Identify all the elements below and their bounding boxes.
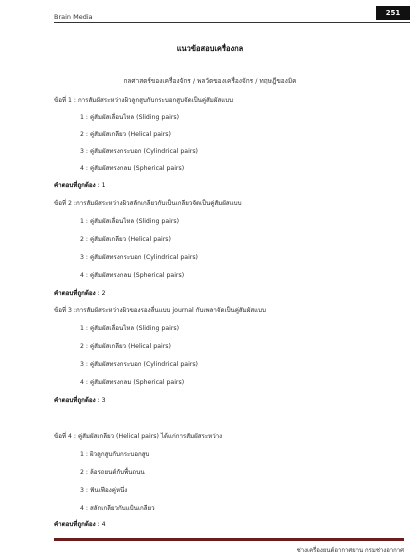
answer-option: 4 : สลักเกลียวกับแป้นเกลียว	[80, 505, 155, 512]
correct-answer-label: คำตอบที่ถูกต้อง	[54, 182, 96, 189]
document-subtitle: กลศาสตร์ของเครื่องจักร / พลวัตของเครื่องจักร / ทฤษฎีของมิค	[123, 77, 297, 85]
correct-answer-value: : 3	[95, 397, 106, 404]
answer-option: 3 : คู่สัมผัสทรงกระบอก (Cylindrical pairs)	[80, 148, 198, 155]
correct-answer	[54, 290, 106, 298]
correct-answer-label: คำตอบที่ถูกต้อง	[54, 521, 96, 528]
page-number: 251	[376, 6, 410, 20]
correct-answer	[54, 521, 106, 529]
correct-answer-value: : 2	[95, 290, 106, 297]
answer-option: 4 : คู่สัมผัสทรงกลม (Spherical pairs)	[80, 165, 185, 172]
answer-option: 3 : คู่สัมผัสทรงกระบอก (Cylindrical pairs)	[80, 254, 198, 261]
answer-option: 1 : ผิวลูกสูบกับกระบอกสูบ	[80, 451, 150, 458]
question-text: ข้อที่ 3 :การสัมผัสระหว่างผิวของรองลื่นแบบ journal กับเพลาจัดเป็นคู่สัมผัสแบบ	[54, 307, 266, 314]
question-text: ข้อที่ 1 : การสัมผัสระหว่างผิวลูกสูบกับกระบอกสูบจัดเป็นคู่สัมผัสแบบ	[54, 97, 234, 104]
correct-answer	[54, 397, 106, 405]
correct-answer-label: คำตอบที่ถูกต้อง	[54, 290, 96, 297]
answer-option: 4 : คู่สัมผัสทรงกลม (Spherical pairs)	[80, 272, 185, 279]
question-text: ข้อที่ 2 :การสัมผัสระหว่างผิวสลักเกลียวกับเป็นเกลียวจัดเป็นคู่สัมผัสแบบ	[54, 200, 242, 207]
answer-option: 2 : คู่สัมผัสเกลียว (Helical pairs)	[80, 343, 171, 350]
correct-answer-label: คำตอบที่ถูกต้อง	[54, 397, 96, 404]
header-rule	[54, 22, 410, 23]
answer-option: 1 : คู่สัมผัสเลื่อนไหล (Sliding pairs)	[80, 114, 180, 121]
correct-answer-value: : 1	[95, 182, 106, 189]
header-brand: Brain Media	[54, 13, 93, 21]
correct-answer	[54, 182, 106, 190]
footer-rule	[54, 538, 404, 541]
correct-answer-value: : 4	[95, 521, 106, 528]
answer-option: 1 : คู่สัมผัสเลื่อนไหล (Sliding pairs)	[80, 218, 180, 225]
answer-option: 2 : คู่สัมผัสเกลียว (Helical pairs)	[80, 131, 171, 138]
answer-option: 1 : คู่สัมผัสเลื่อนไหล (Sliding pairs)	[80, 325, 180, 332]
question-text: ข้อที่ 4 : คู่สัมผัสเกลียว (Helical pairs) ได้แก่การสัมผัสระหว่าง	[54, 433, 223, 440]
answer-option: 2 : คู่สัมผัสเกลียว (Helical pairs)	[80, 236, 171, 243]
answer-option: 3 : คู่สัมผัสทรงกระบอก (Cylindrical pairs)	[80, 361, 198, 368]
answer-option: 3 : ฟันเฟืองคู่หนึ่ง	[80, 487, 128, 494]
footer-text: ช่างเครื่องยนต์อากาศยาน กรมช่างอากาศ	[296, 547, 404, 554]
answer-option: 2 : ล้อรถยนต์กับพื้นถนน	[80, 469, 145, 476]
answer-option: 4 : คู่สัมผัสทรงกลม (Spherical pairs)	[80, 379, 185, 386]
document-title: แนวข้อสอบเครื่องกล	[176, 44, 244, 53]
